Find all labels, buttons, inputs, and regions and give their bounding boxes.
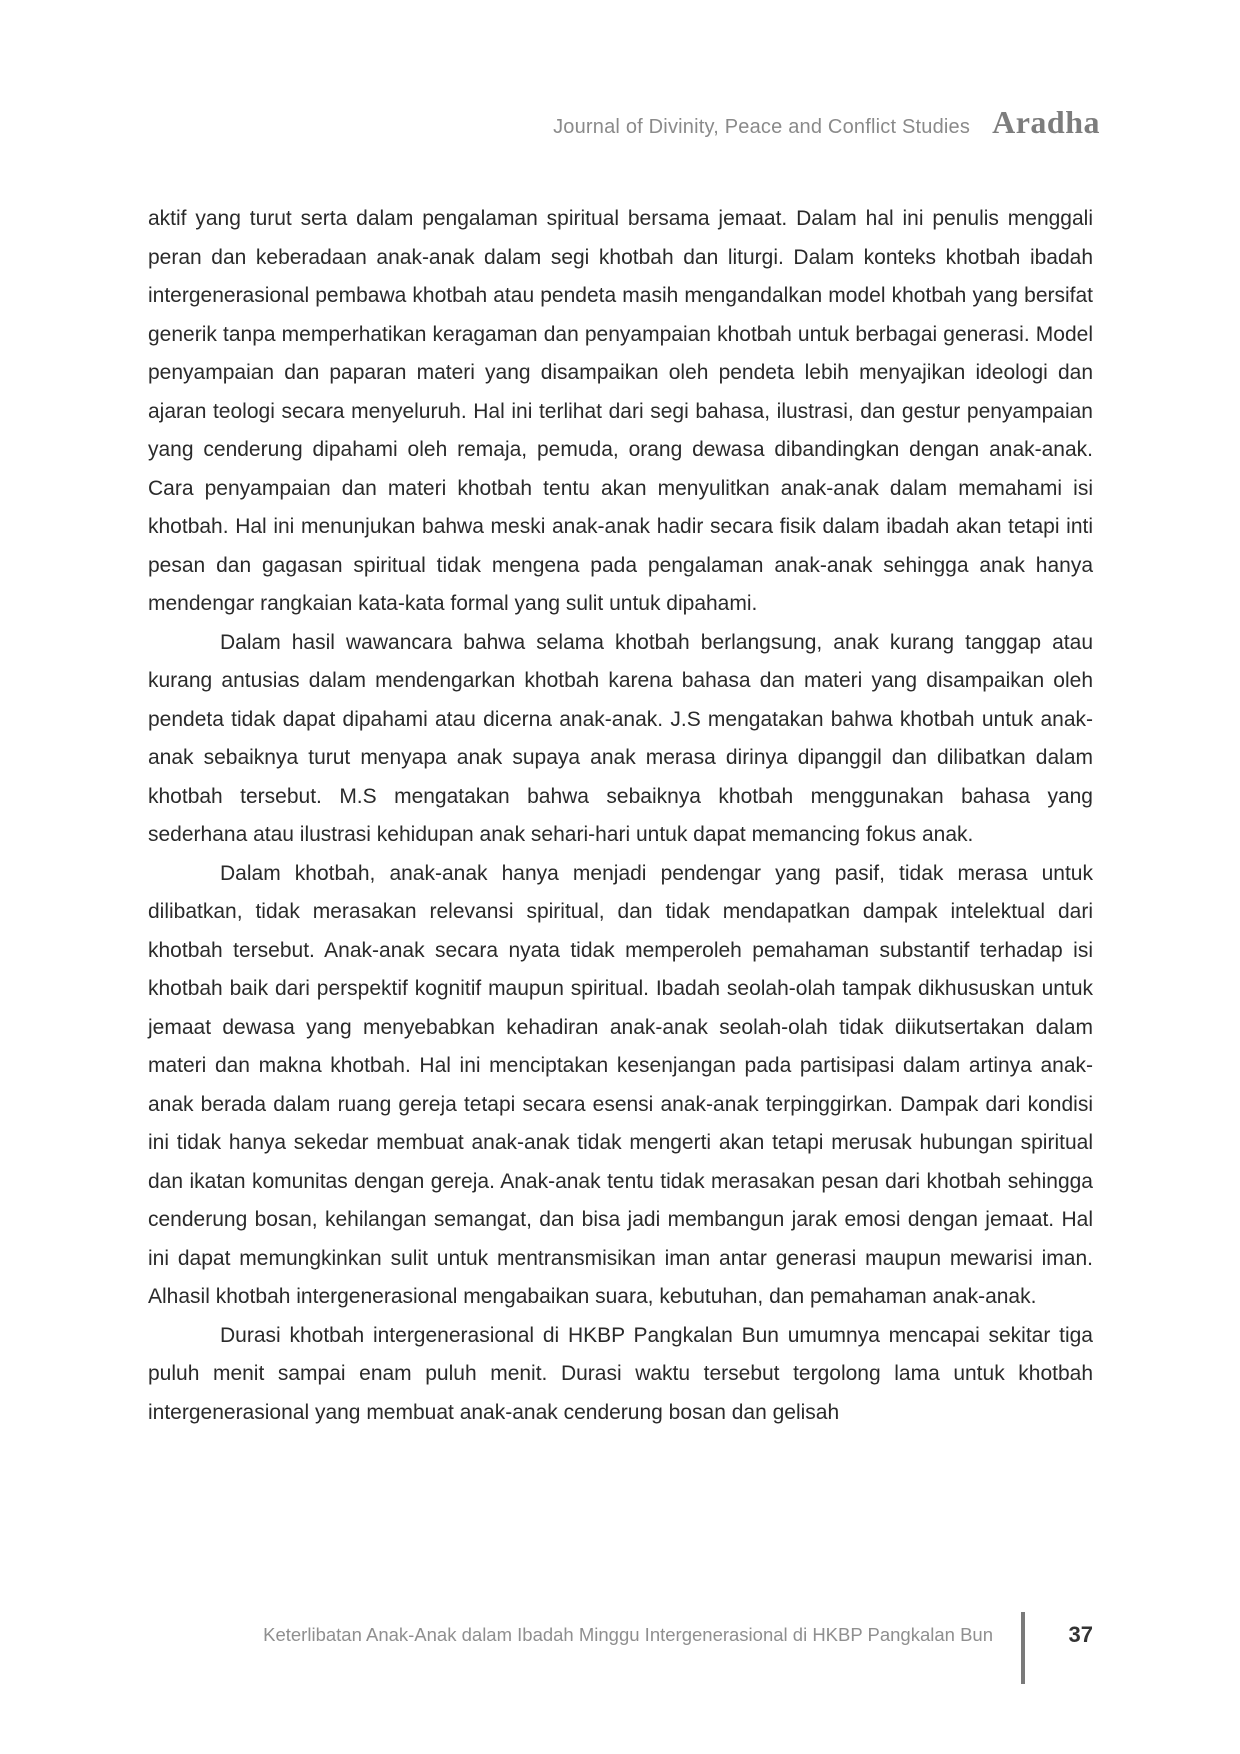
body-paragraph-2: Dalam hasil wawancara bahwa selama khotbah berlangsung, anak kurang tanggap atau kurang antusias dalam mendengarkan khotbah karena bahasa dan materi yang disampaikan oleh pendeta tidak dapat dipahami atau dicerna anak-anak. J.S mengatakan bahwa khotbah untuk anak-anak sebaiknya turut menyapa anak supaya anak merasa dirinya dipanggil dan dilibatkan dalam khotbah tersebut. M.S mengatakan bahwa sebaiknya khotbah menggunakan bahasa yang sederhana atau ilustrasi kehidupan anak sehari-hari untuk dapat memancing fokus anak. (148, 630, 1093, 846)
body-paragraph-4: Durasi khotbah intergenerasional di HKBP Pangkalan Bun umumnya mencapai sekitar tiga puluh menit sampai enam puluh menit. Durasi waktu tersebut tergolong lama untuk khotbah intergenerasional yang membuat anak-anak cenderung bosan dan gelisah (148, 1323, 1093, 1424)
body-paragraph-1: aktif yang turut serta dalam pengalaman spiritual bersama jemaat. Dalam hal ini penulis menggali peran dan keberadaan anak-anak dalam segi khotbah dan liturgi. Dalam konteks khotbah ibadah intergenerasional pembawa khotbah atau pendeta masih mengandalkan model khotbah yang bersifat generik tanpa memperhatikan keragaman dan penyampaian khotbah untuk berbagai generasi. Model penyampaian dan paparan materi yang disampaikan oleh pendeta lebih menyajikan ideologi dan ajaran teologi secara menyeluruh. Hal ini terlihat dari segi bahasa, ilustrasi, dan gestur penyampaian yang cenderung dipahami oleh remaja, pemuda, orang dewasa dibandingkan dengan anak-anak. Cara penyampaian dan materi khotbah tentu akan menyulitkan anak-anak dalam memahami isi khotbah. Hal ini menunjukan bahwa meski anak-anak hadir secara fisik dalam ibadah akan tetapi inti pesan dan gagasan spiritual tidak mengena pada pengalaman anak-anak sehingga anak hanya mendengar rangkaian kata-kata formal yang sulit untuk dipahami. (148, 207, 1093, 615)
page-number: 37 (1068, 1622, 1093, 1647)
journal-name: Journal of Divinity, Peace and Conflict Studies (553, 116, 971, 138)
article-body (148, 200, 1093, 1432)
running-footer (148, 1612, 1093, 1684)
footer-article-title: Keterlibatan Anak-Anak dalam Ibadah Minggu Intergenerasional di HKBP Pangkalan Bun (263, 1624, 993, 1645)
running-header (553, 104, 1100, 141)
body-paragraph-3: Dalam khotbah, anak-anak hanya menjadi pendengar yang pasif, tidak merasa untuk dilibatkan, tidak merasakan relevansi spiritual, dan tidak mendapatkan dampak intelektual dari khotbah tersebut. Anak-anak secara nyata tidak memperoleh pemahaman substantif terhadap isi khotbah baik dari perspektif kognitif maupun spiritual. Ibadah seolah-olah tampak dikhususkan untuk jemaat dewasa yang menyebabkan kehadiran anak-anak seolah-olah tidak diikutsertakan dalam materi dan makna khotbah. Hal ini menciptakan kesenjangan pada partisipasi dalam artinya anak-anak berada dalam ruang gereja tetapi secara esensi anak-anak terpinggirkan. Dampak dari kondisi ini tidak hanya sekedar membuat anak-anak tidak mengerti akan tetapi merusak hubungan spiritual dan ikatan komunitas dengan gereja. Anak-anak tentu tidak merasakan pesan dari khotbah sehingga cenderung bosan, kehilangan semangat, dan bisa jadi membangun jarak emosi dengan jemaat. Hal ini dapat memungkinkan sulit untuk mentransmisikan iman antar generasi maupun mewarisi iman. Alhasil khotbah intergenerasional mengabaikan suara, kebutuhan, dan pemahaman anak-anak. (148, 861, 1093, 1308)
journal-logo: Aradha (992, 104, 1100, 140)
footer-divider (1021, 1612, 1025, 1684)
